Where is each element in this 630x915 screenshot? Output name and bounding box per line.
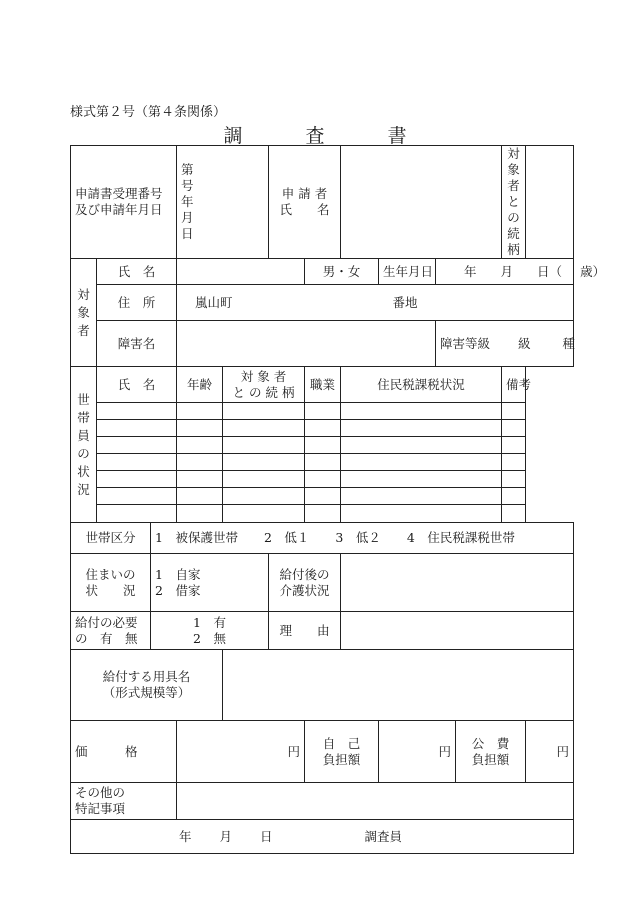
reason-field[interactable] [341, 612, 574, 650]
self-burden-field[interactable]: 円 [379, 721, 456, 783]
applicant-label-line2: 氏 名 [279, 202, 330, 217]
col-remarks: 備考 [502, 367, 526, 403]
date-month: 月 [181, 210, 194, 225]
notes-label: その他の 特記事項 [71, 783, 177, 820]
household-row [71, 454, 574, 471]
household-class-row [71, 523, 574, 554]
date-day: 日 [181, 226, 194, 241]
subject-disability-row [71, 321, 574, 367]
footer-row [71, 820, 574, 854]
form-number: 様式第２号（第４条関係） [70, 105, 227, 120]
relation-label-line2: との続柄 [507, 194, 520, 257]
disability-grade-label: 障害等級 [440, 335, 491, 351]
date-year: 年 [181, 194, 194, 209]
equipment-label: 給付する用具名 （形式規模等） [71, 650, 223, 721]
footer-day: 日 [260, 828, 273, 844]
household-row [71, 403, 574, 420]
disability-grade-field[interactable]: 障害等級 級 種 [436, 321, 574, 367]
price-field[interactable]: 円 [177, 721, 305, 783]
public-burden-field[interactable]: 円 [526, 721, 574, 783]
notes-row [71, 783, 574, 820]
subject-name-label: 氏 名 [97, 259, 177, 285]
household-row [71, 437, 574, 454]
household-header-row [71, 367, 574, 403]
household-class-options[interactable]: 1 被保護世帯 2 低１ 3 低２ 4 住民税課税世帯 [151, 523, 574, 554]
necessity-options[interactable]: 1 有 2 無 [151, 612, 269, 650]
address-label: 住 所 [97, 285, 177, 321]
public-burden-label: 公 費 負担額 [456, 721, 526, 783]
number-prefix: 第 [181, 162, 194, 177]
footer-month: 月 [219, 828, 233, 844]
applicant-label-line1: 申 請 者 [281, 186, 328, 201]
household-row [71, 505, 574, 523]
applicant-name-field[interactable] [341, 146, 502, 259]
disability-label: 障害名 [97, 321, 177, 367]
subject-name-row [71, 259, 574, 285]
household-class-label: 世帯区分 [71, 523, 151, 554]
address-town: 嵐山町 [195, 294, 233, 310]
relation-field[interactable] [526, 146, 574, 259]
relation-label-line1: 対 象 者 [507, 146, 520, 193]
necessity-row [71, 612, 574, 650]
header-row [71, 146, 574, 259]
footer-year: 年 [179, 828, 192, 844]
receipt-value[interactable] [177, 146, 269, 259]
subject-address-row [71, 285, 574, 321]
birth-date-field[interactable]: 年 月 日（ 歳） [436, 259, 574, 285]
equipment-row [71, 650, 574, 721]
address-suffix: 番地 [392, 294, 418, 310]
necessity-label: 給付の必要 の 有 無 [71, 612, 151, 650]
footer-signature[interactable] [71, 820, 574, 854]
self-burden-label: 自 己 負担額 [305, 721, 379, 783]
number-suffix: 号 [181, 178, 194, 193]
disability-field[interactable] [177, 321, 436, 367]
receipt-label [71, 146, 177, 259]
price-row [71, 721, 574, 783]
care-status-label: 給付後の 介護状況 [269, 554, 341, 612]
gender-field[interactable]: 男・女 [305, 259, 379, 285]
col-tax-status: 住民税課税状況 [341, 367, 502, 403]
care-status-field[interactable] [341, 554, 574, 612]
household-row [71, 471, 574, 488]
col-age: 年齢 [177, 367, 223, 403]
receipt-label-line2: 及び申請年月日 [75, 202, 163, 217]
birth-date-label: 生年月日 [379, 259, 436, 285]
page-title: 調 査 書 [223, 125, 429, 147]
col-name: 氏 名 [97, 367, 177, 403]
receipt-label-line1: 申請書受理番号 [75, 186, 163, 201]
investigation-form [70, 145, 606, 854]
subject-name-field[interactable] [177, 259, 305, 285]
address-field[interactable] [177, 285, 574, 321]
housing-label: 住まいの 状 況 [71, 554, 151, 612]
applicant-label [269, 146, 341, 259]
col-occupation: 職業 [305, 367, 341, 403]
reason-label: 理 由 [269, 612, 341, 650]
household-row [71, 488, 574, 505]
housing-options[interactable]: 1 自家 2 借家 [151, 554, 269, 612]
relation-label [502, 146, 526, 259]
col-relation: 対 象 者 と の 続 柄 [223, 367, 305, 403]
household-section-label: 世 帯 員 の 状 況 [71, 367, 97, 523]
household-row [71, 420, 574, 437]
housing-row [71, 554, 574, 612]
price-label: 価 格 [71, 721, 177, 783]
subject-section-label: 対 象 者 [71, 259, 97, 367]
equipment-field[interactable] [223, 650, 574, 721]
investigator-label: 調査員 [364, 828, 403, 844]
notes-field[interactable] [177, 783, 574, 820]
